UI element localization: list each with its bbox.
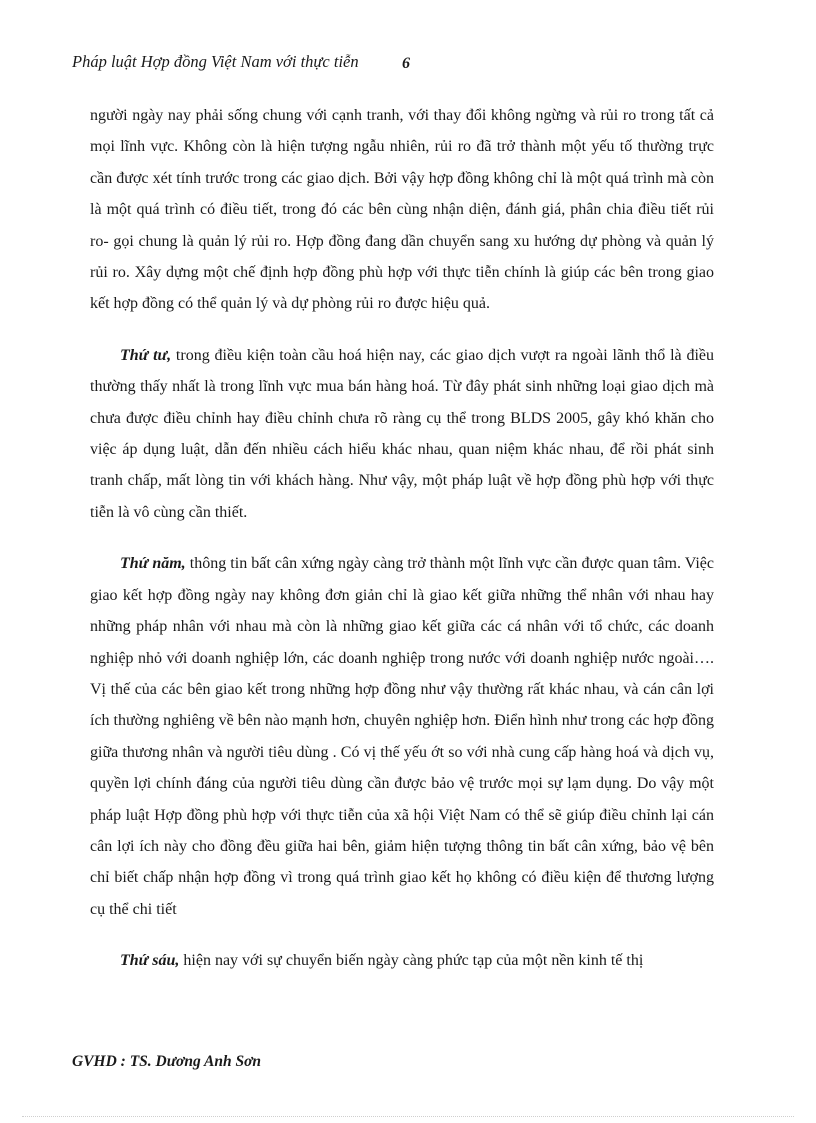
page-header bbox=[72, 50, 752, 78]
paragraph-thu-nam bbox=[90, 548, 714, 925]
paragraph-lead: Thứ tư, bbox=[120, 346, 172, 364]
paragraph-text: người ngày nay phải sống chung với cạnh tranh, với thay đổi không ngừng và rủi ro trong tất cả mọi lĩnh vực. Không còn là hiện tượng ngẫu nhiên, rủi ro đã trở thành một yếu tố thường trực cần được xét tính trước trong các giao dịch. Bởi vậy hợp đồng không chỉ là một quá trình mà còn là một quá trình có điều tiết, trong đó các bên cùng nhận diện, đánh giá, phân chia điều tiết rủi ro- gọi chung là quản lý rủi ro. Hợp đồng đang dần chuyển sang xu hướng dự phòng và quản lý rủi ro. Xây dựng một chế định hợp đồng phù hợp với thực tiễn chính là giúp các bên trong giao kết hợp đồng có thể quản lý và dự phòng rủi ro được hiệu quả. bbox=[90, 107, 714, 313]
paragraph-thu-sau bbox=[90, 945, 714, 976]
page-number: 6 bbox=[402, 55, 410, 72]
paragraph-lead: Thứ sáu, bbox=[120, 952, 180, 970]
paragraph-text: hiện nay với sự chuyển biến ngày càng phức tạp của một nền kinh tế thị bbox=[179, 952, 644, 970]
paragraph-thu-tu bbox=[90, 340, 714, 528]
paragraph-lead: Thứ năm, bbox=[120, 555, 186, 573]
page-footer: GVHD : TS. Dương Anh Sơn bbox=[72, 1053, 262, 1070]
paragraph-text: thông tin bất cân xứng ngày càng trở thành một lĩnh vực cần được quan tâm. Việc giao kết hợp đồng ngày nay không đơn giản chỉ là giao kết giữa những thể nhân với nhau hay những pháp nhân với nhau mà còn là những giao kết giữa các cá nhân với tổ chức, các doanh nghiệp nhỏ với doanh nghiệp lớn, các doanh nghiệp trong nước với doanh nghiệp nước ngoài…. Vị thế của các bên giao kết trong những hợp đồng như vậy thường rất khác nhau, và cán cân lợi ích thường nghiêng về bên nào mạnh hơn, chuyên nghiệp hơn. Điển hình như trong các hợp đồng giữa thương nhân và người tiêu dùng . Có vị thế yếu ớt so với nhà cung cấp hàng hoá và dịch vụ, quyền lợi chính đáng của người tiêu dùng cần được bảo vệ trước mọi sự lạm dụng. Do vậy một pháp luật Hợp đồng phù hợp với thực tiễn của xã hội Việt Nam có thể sẽ giúp điều chỉnh lại cán cân lợi ích này cho đồng đều giữa hai bên, giảm hiện tượng thông tin bất cân xứng, bảo vệ bên chỉ biết chấp nhận hợp đồng vì trong quá trình giao kết họ không có điều kiện để thương lượng cụ thể chi tiết bbox=[90, 555, 714, 918]
body-text bbox=[90, 100, 714, 997]
paragraph-text: trong điều kiện toàn cầu hoá hiện nay, các giao dịch vượt ra ngoài lãnh thổ là điều thường thấy nhất là trong lĩnh vực mua bán hàng hoá. Từ đây phát sinh những loại giao dịch mà chưa được điều chỉnh hay điều chỉnh chưa rõ ràng cụ thể trong BLDS 2005, gây khó khăn cho việc áp dụng luật, dẫn đến nhiều cách hiểu khác nhau, quan niệm khác nhau, để rồi phát sinh tranh chấp, mất lòng tin với khách hàng. Như vậy, một pháp luật về hợp đồng phù hợp với thực tiễn là vô cùng cần thiết. bbox=[90, 346, 714, 521]
page-bottom-divider bbox=[22, 1116, 794, 1117]
paragraph-continuation bbox=[90, 100, 714, 320]
document-title: Pháp luật Hợp đồng Việt Nam với thực tiễn bbox=[72, 52, 359, 71]
